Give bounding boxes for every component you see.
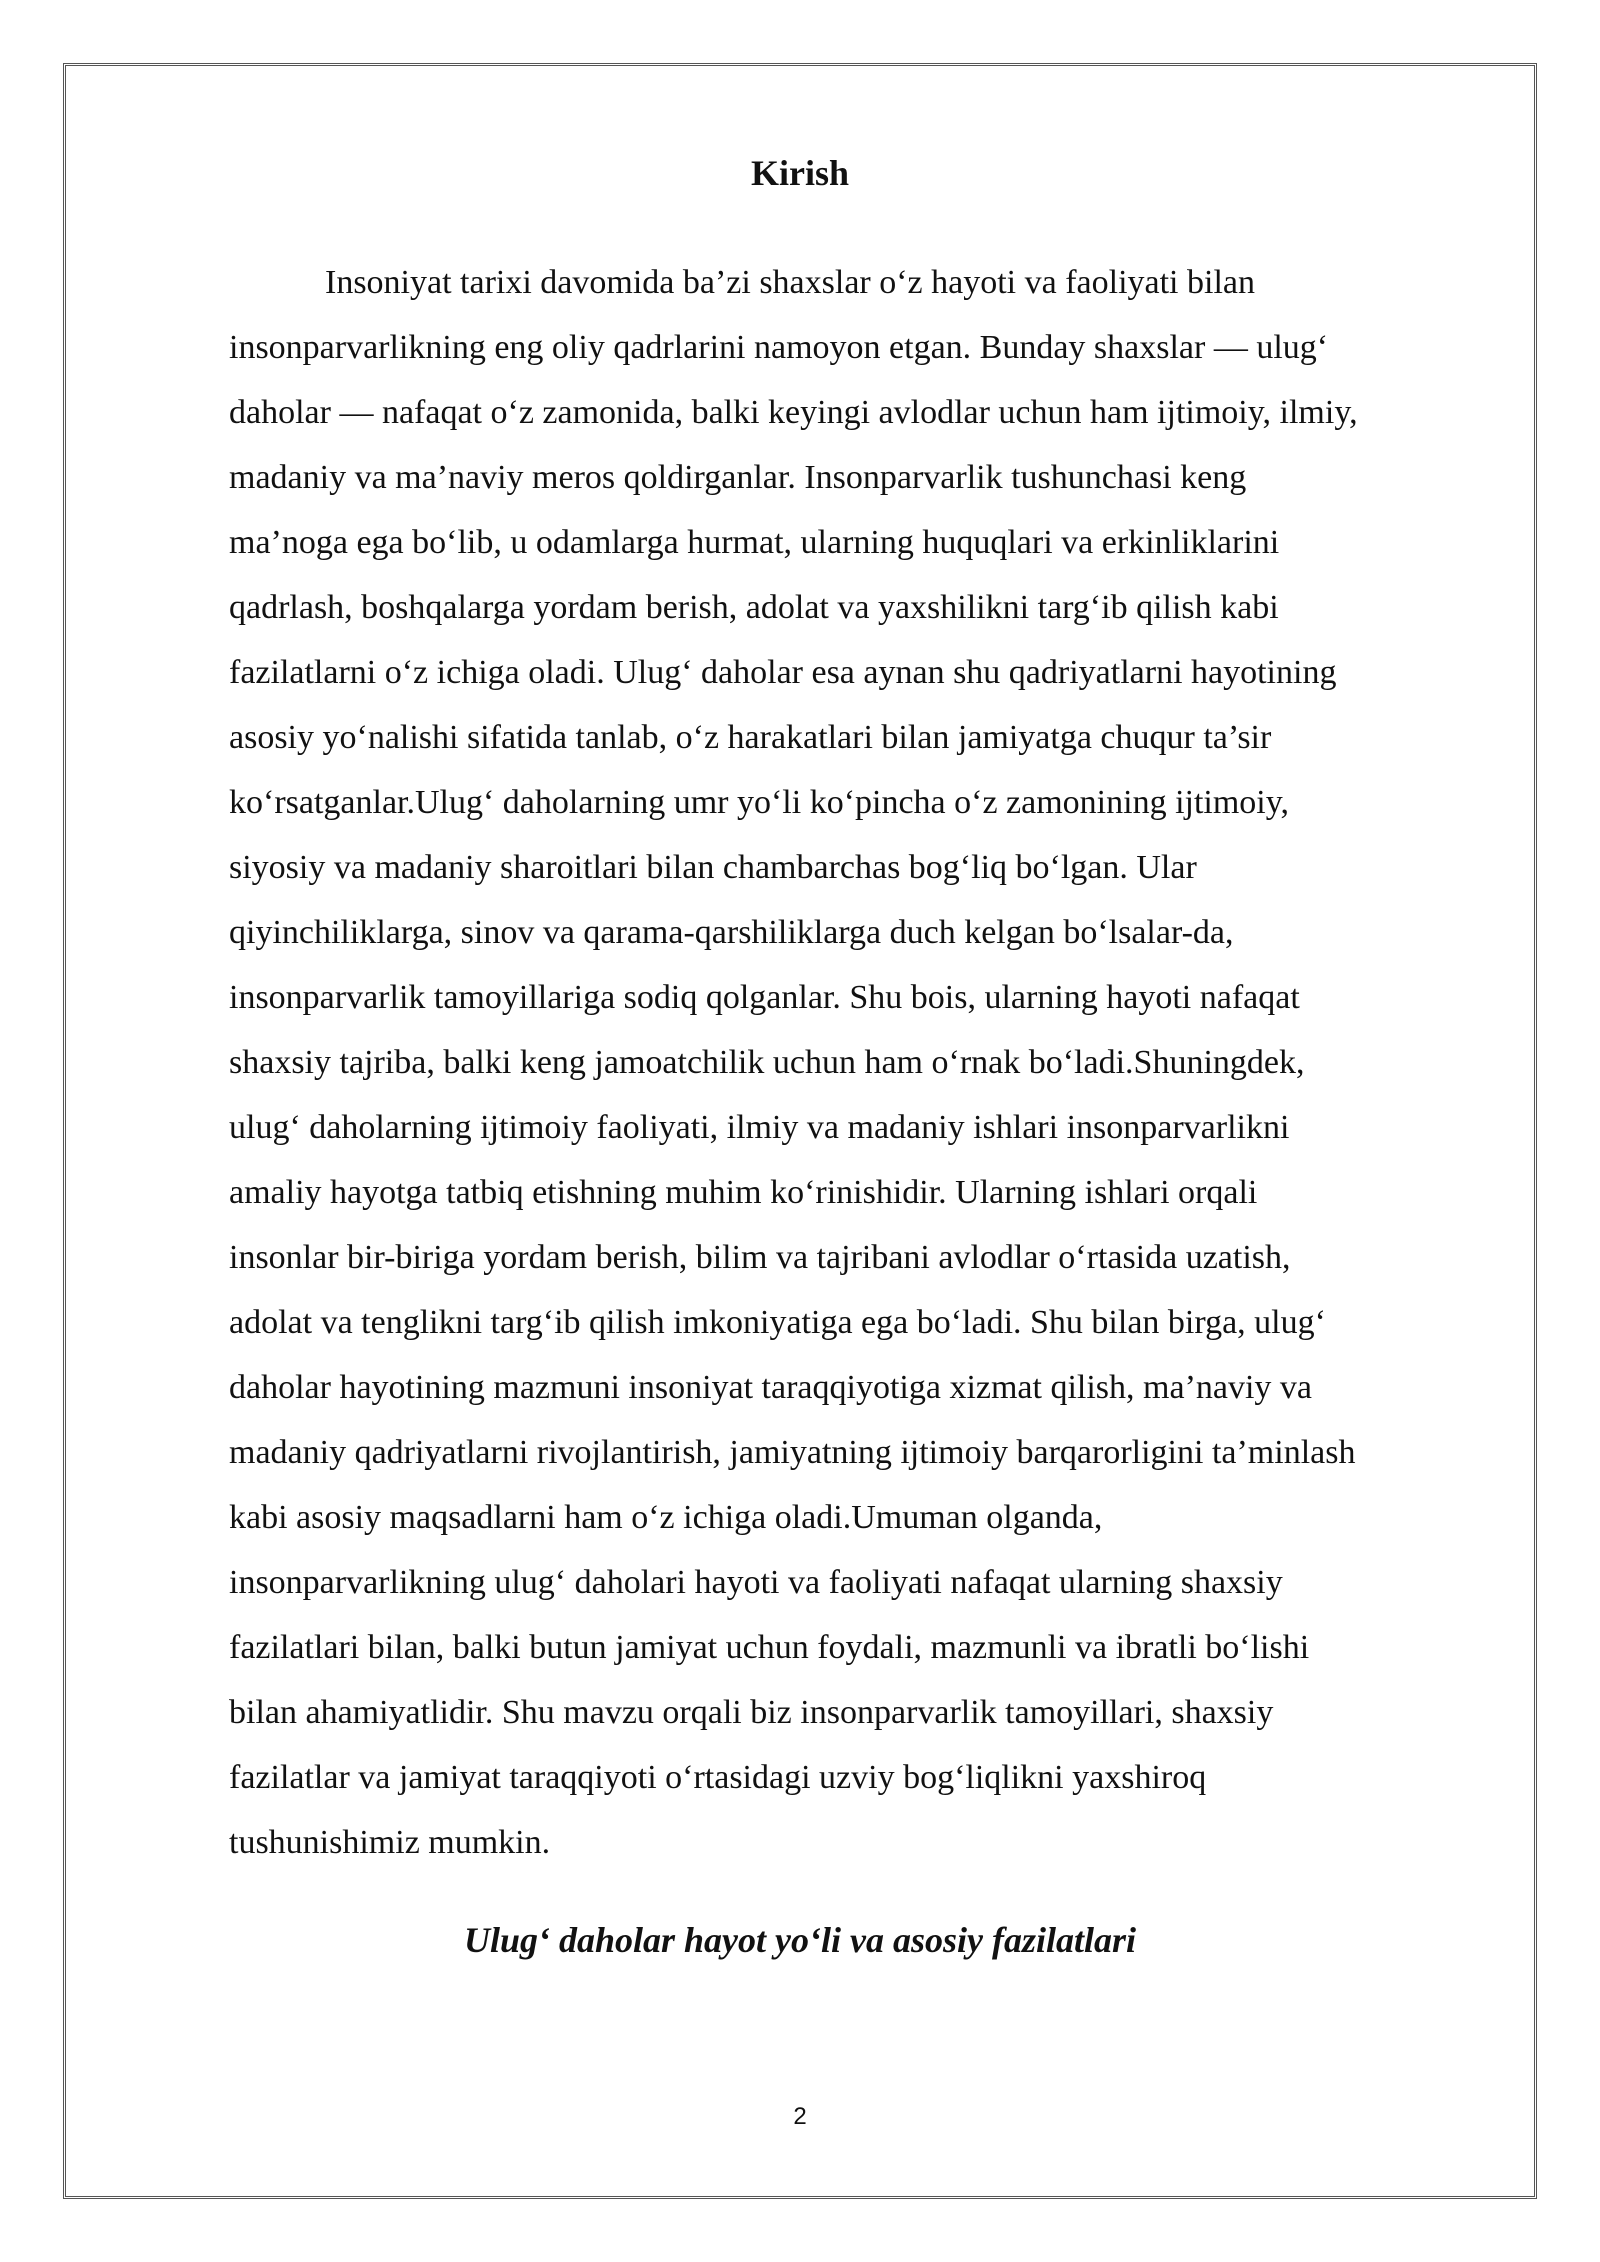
page-title: Kirish	[750, 153, 849, 193]
paragraph-line: insonparvarlikning eng oliy qadrlarini namoyon etgan. Bunday shaxslar — ulug‘	[229, 329, 1329, 366]
paragraph-line: fazilatlari bilan, balki butun jamiyat uchun foydali, mazmunli va ibratli bo‘lishi	[229, 1629, 1310, 1666]
paragraph-line: daholar hayotining mazmuni insoniyat taraqqiyotiga xizmat qilish, ma’naviy va	[229, 1369, 1313, 1406]
paragraph-line: daholar — nafaqat o‘z zamonida, balki keyingi avlodlar uchun ham ijtimoiy, ilmiy,	[229, 394, 1358, 431]
paragraph-line: siyosiy va madaniy sharoitlari bilan chambarchas bog‘liq bo‘lgan. Ular	[229, 849, 1197, 886]
paragraph-line: ko‘rsatganlar.Ulug‘ daholarning umr yo‘li ko‘pincha o‘z zamonining ijtimoiy,	[229, 784, 1290, 821]
paragraph-line: insonparvarlikning ulug‘ daholari hayoti va faoliyati nafaqat ularning shaxsiy	[229, 1564, 1283, 1601]
paragraph-line: insonparvarlik tamoyillariga sodiq qolganlar. Shu bois, ularning hayoti nafaqat	[229, 979, 1300, 1016]
paragraph-line: madaniy qadriyatlarni rivojlantirish, jamiyatning ijtimoiy barqarorligini ta’minlash	[229, 1434, 1356, 1471]
paragraph-line: fazilatlar va jamiyat taraqqiyoti o‘rtasidagi uzviy bog‘liqlikni yaxshiroq	[229, 1759, 1207, 1796]
paragraph-line: ulug‘ daholarning ijtimoiy faoliyati, ilmiy va madaniy ishlari insonparvarlikni	[229, 1109, 1290, 1146]
intro-paragraph	[229, 250, 1489, 1875]
paragraph-line: insonlar bir-biriga yordam berish, bilim va tajribani avlodlar o‘rtasida uzatish,	[229, 1239, 1291, 1276]
paragraph-line: kabi asosiy maqsadlarni ham o‘z ichiga oladi.Umuman olganda,	[229, 1499, 1103, 1536]
paragraph-line: fazilatlarni o‘z ichiga oladi. Ulug‘ daholar esa aynan shu qadriyatlarni hayotining	[229, 654, 1337, 691]
paragraph-line: bilan ahamiyatlidir. Shu mavzu orqali biz insonparvarlik tamoyillari, shaxsiy	[229, 1694, 1274, 1731]
paragraph-line: ma’noga ega bo‘lib, u odamlarga hurmat, ularning huquqlari va erkinliklarini	[229, 524, 1280, 561]
paragraph-line: amaliy hayotga tatbiq etishning muhim ko‘rinishidir. Ularning ishlari orqali	[229, 1174, 1258, 1211]
paragraph-line: madaniy va ma’naviy meros qoldirganlar. Insonparvarlik tushunchasi keng	[229, 459, 1247, 496]
paragraph-line: tushunishimiz mumkin.	[229, 1824, 551, 1861]
section-heading: Ulug‘ daholar hayot yo‘li va asosiy fazilatlari	[463, 1920, 1136, 1960]
paragraph-line: shaxsiy tajriba, balki keng jamoatchilik uchun ham o‘rnak bo‘ladi.Shuningdek,	[229, 1044, 1305, 1081]
paragraph-line: qadrlash, boshqalarga yordam berish, adolat va yaxshilikni targ‘ib qilish kabi	[229, 589, 1279, 626]
paragraph-line: asosiy yo‘nalishi sifatida tanlab, o‘z harakatlari bilan jamiyatga chuqur ta’sir	[229, 719, 1272, 756]
paragraph-line: adolat va tenglikni targ‘ib qilish imkoniyatiga ega bo‘ladi. Shu bilan birga, ulug‘	[229, 1304, 1326, 1341]
page-number: 2	[793, 2103, 807, 2130]
paragraph-line: Insoniyat tarixi davomida ba’zi shaxslar o‘z hayoti va faoliyati bilan	[325, 264, 1255, 301]
paragraph-line: qiyinchiliklarga, sinov va qarama-qarshiliklarga duch kelgan bo‘lsalar-da,	[229, 914, 1234, 951]
